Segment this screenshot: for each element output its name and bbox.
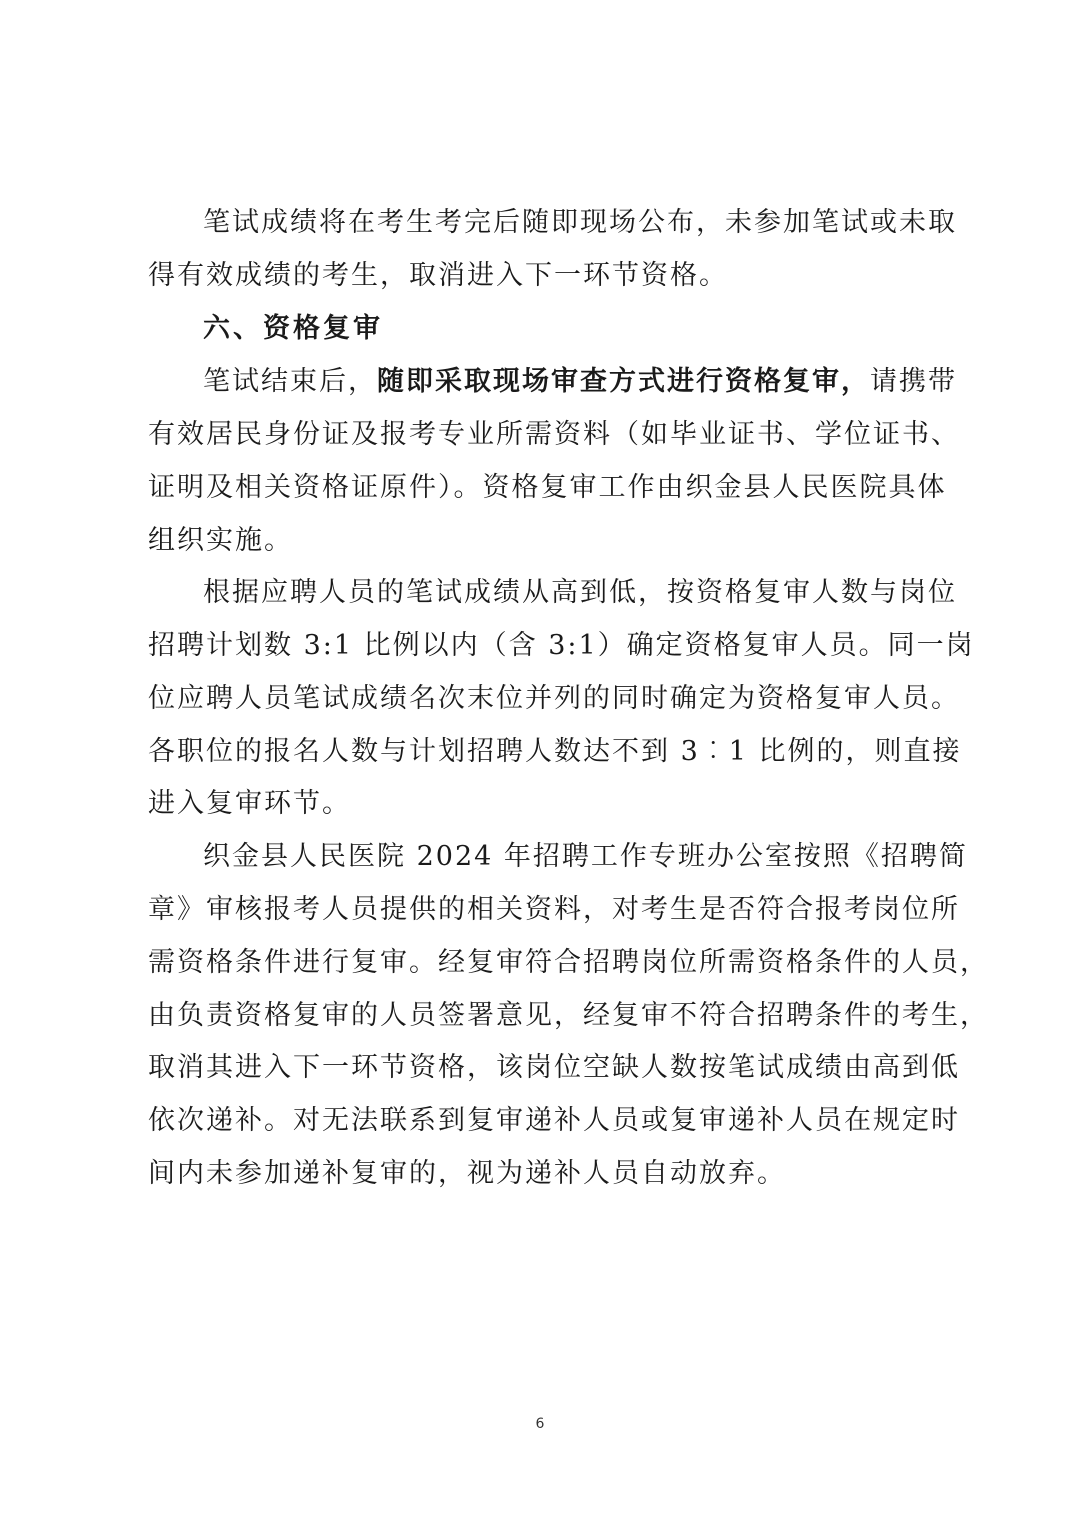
paragraph-line: 由负责资格复审的人员签署意见，经复审不符合招聘条件的考生， [148,1000,989,1031]
emphasized-text: 随即采取现场审查方式进行资格复审， [377,366,870,397]
paragraph-line: 织金县人民医院 2024 年招聘工作专班办公室按照《招聘简 [203,841,968,872]
section-heading: 六、资格复审 [203,313,383,344]
paragraph-line: 依次递补。对无法联系到复审递补人员或复审递补人员在规定时 [148,1105,960,1136]
paragraph-line: 进入复审环节。 [148,788,351,819]
paragraph-line: 位应聘人员笔试成绩名次末位并列的同时确定为资格复审人员。 [148,683,960,714]
paragraph-line: 笔试成绩将在考生考完后随即现场公布，未参加笔试或未取 [203,207,957,238]
paragraph-line [203,364,957,400]
paragraph-line: 有效居民身份证及报考专业所需资料（如毕业证书、学位证书、 [148,419,960,450]
paragraph-line: 各职位的报名人数与计划招聘人数达不到 3︰1 比例的，则直接 [148,736,962,767]
paragraph-line: 组织实施。 [148,525,293,556]
paragraph-line: 取消其进入下一环节资格，该岗位空缺人数按笔试成绩由高到低 [148,1052,960,1083]
paragraph-line: 章》审核报考人员提供的相关资料，对考生是否符合报考岗位所 [148,894,960,925]
paragraph-text: 笔试结束后， [203,366,377,397]
paragraph-line: 需资格条件进行复审。经复审符合招聘岗位所需资格条件的人员， [148,947,989,978]
paragraph-line: 根据应聘人员的笔试成绩从高到低，按资格复审人数与岗位 [203,577,957,608]
page-number: 6 [535,1416,545,1432]
paragraph-line: 间内未参加递补复审的，视为递补人员自动放弃。 [148,1158,786,1189]
paragraph-line: 证明及相关资格证原件）。资格复审工作由织金县人民医院具体 [148,472,947,503]
paragraph-line: 招聘计划数 3:1 比例以内（含 3:1）确定资格复审人员。同一岗 [148,630,975,661]
paragraph-line: 得有效成绩的考生，取消进入下一环节资格。 [148,260,728,291]
paragraph-text: 请携带 [870,366,957,397]
